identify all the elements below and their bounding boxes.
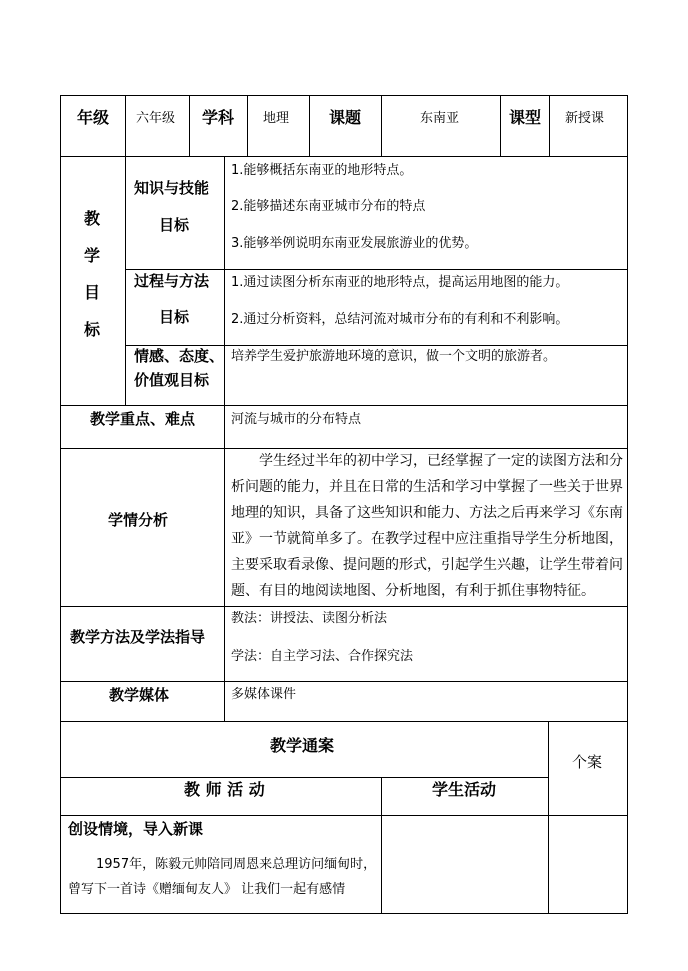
table-line: [60, 777, 548, 778]
key-points-label: 教学重点、难点: [90, 410, 196, 428]
objectives-label-char: 教: [84, 209, 101, 228]
analysis-line: 亚》一节就简单多了。在教学过程中应注重指导学生分析地图，: [231, 531, 623, 547]
analysis-line: 地理的知识，具备了这些知识和能力、方法之后再来学习《东南: [231, 505, 623, 521]
knowledge-item: 1.能够概括东南亚的地形特点。: [231, 163, 413, 178]
learning-method: 学法：自主学习法、合作探究法: [231, 649, 414, 664]
topic-value: 东南亚: [420, 111, 460, 126]
objectives-label-char: 标: [84, 320, 101, 339]
table-line: [247, 95, 248, 157]
key-points-text: 河流与城市的分布特点: [231, 412, 362, 427]
analysis-line: 学生经过半年的初中学习，已经掌握了一定的读图方法和分: [259, 453, 623, 469]
table-line: [60, 913, 628, 914]
knowledge-label: 知识与技能: [134, 179, 210, 197]
intro-title: 创设情境，导入新课: [68, 820, 204, 838]
methods-label: 教学方法及学法指导: [70, 628, 206, 646]
topic-label: 课题: [329, 108, 362, 127]
table-line: [60, 95, 61, 914]
media-label: 教学媒体: [109, 686, 170, 704]
knowledge-label-line2: 目标: [159, 216, 190, 234]
media-text: 多媒体课件: [231, 687, 297, 702]
table-line: [60, 721, 628, 722]
process-item: 1.通过读图分析东南亚的地形特点，提高运用地图的能力。: [231, 275, 569, 290]
analysis-line: 题、有目的地阅读地图、分析地图，有利于抓住事物特征。: [231, 583, 595, 599]
student-activity-label: 学生活动: [432, 780, 497, 799]
table-line: [60, 95, 628, 96]
objectives-label-char: 目: [84, 283, 101, 302]
table-line: [60, 448, 628, 449]
table-line: [60, 405, 628, 406]
analysis-label: 学情分析: [108, 511, 169, 529]
table-line: [189, 95, 190, 157]
subject-label: 学科: [202, 108, 235, 127]
table-line: [548, 721, 549, 914]
emotion-text: 培养学生爱护旅游地环境的意识，做一个文明的旅游者。: [231, 349, 557, 364]
process-item: 2.通过分析资料，总结河流对城市分布的有利和不利影响。: [231, 312, 569, 327]
table-line: [125, 156, 126, 406]
table-line: [381, 95, 382, 157]
grade-label: 年级: [77, 108, 110, 127]
table-line: [381, 777, 382, 914]
table-line: [60, 681, 628, 682]
teaching-method: 教法：讲授法、读图分析法: [231, 611, 388, 626]
emotion-label-line2: 价值观目标: [134, 371, 210, 389]
objectives-label-char: 学: [84, 246, 101, 265]
table-line: [60, 815, 628, 816]
process-label-line2: 目标: [159, 308, 190, 326]
type-value: 新授课: [565, 111, 605, 126]
table-line: [125, 345, 628, 346]
table-line: [627, 95, 628, 914]
table-line: [224, 156, 225, 406]
intro-line: 曾写下一首诗《赠缅甸友人》 让我们一起有感情: [68, 882, 346, 897]
table-line: [500, 95, 501, 157]
emotion-label: 情感、态度、: [134, 347, 225, 365]
table-line: [224, 405, 225, 722]
general-plan-label: 教学通案: [270, 736, 335, 755]
table-line: [60, 606, 628, 607]
table-line: [309, 95, 310, 157]
table-line: [60, 156, 628, 157]
teacher-activity-label: 教 师 活 动: [184, 780, 265, 799]
grade-value: 六年级: [136, 111, 176, 126]
knowledge-item: 3.能够举例说明东南亚发展旅游业的优势。: [231, 236, 478, 251]
table-line: [125, 269, 628, 270]
intro-line: 1957年，陈毅元帅陪同周恩来总理访问缅甸时，: [96, 857, 377, 872]
table-line: [549, 95, 550, 157]
process-label: 过程与方法: [134, 272, 210, 290]
individual-plan-label: 个案: [572, 753, 603, 771]
analysis-line: 析问题的能力，并且在日常的生活和学习中掌握了一些关于世界: [231, 479, 623, 495]
table-line: [125, 95, 126, 157]
subject-value: 地理: [263, 111, 290, 126]
analysis-line: 主要采取看录像、提问题的形式，引起学生兴趣，让学生带着问: [231, 557, 623, 573]
type-label: 课型: [509, 108, 542, 127]
knowledge-item: 2.能够描述东南亚城市分布的特点: [231, 199, 426, 214]
